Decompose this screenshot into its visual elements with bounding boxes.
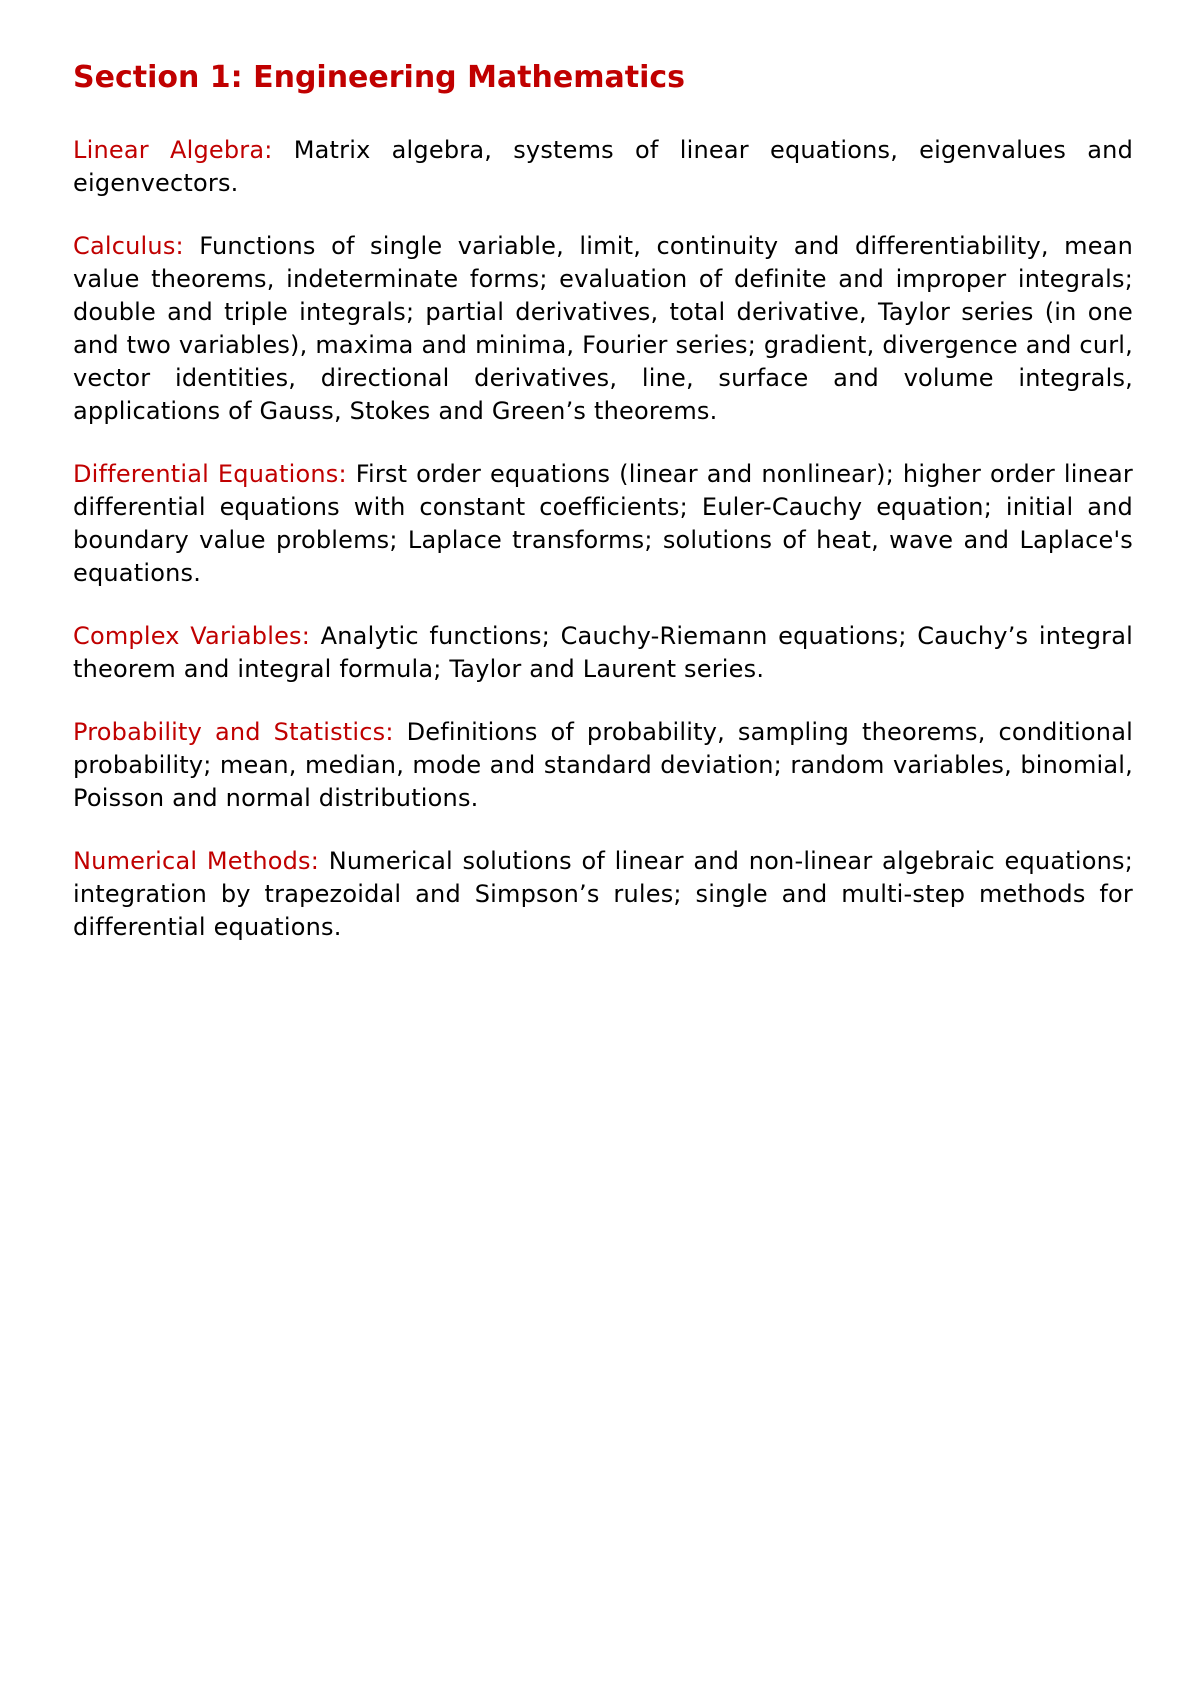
topic-numerical-methods xyxy=(73,845,1133,944)
topic-label: Linear Algebra: xyxy=(73,136,273,164)
section-title: Section 1: Engineering Mathematics xyxy=(73,60,686,95)
topic-text: First order equations (linear and nonlinear); higher order linear differential equations with constant coefficients; Euler-Cauchy equation; initial and boundary value problems; Laplace transforms; solutions of heat, wave and Laplace's equations. xyxy=(73,460,1133,587)
topic-text: Definitions of probability, sampling theorems, conditional probability; mean, median, mode and standard deviation; random variables, binomial, Poisson and normal distributions. xyxy=(73,718,1133,812)
topic-calculus xyxy=(73,230,1133,428)
topic-complex-variables xyxy=(73,620,1133,686)
document-page xyxy=(73,60,1133,974)
topic-label: Complex Variables: xyxy=(73,622,311,650)
topic-text: Analytic functions; Cauchy-Riemann equations; Cauchy’s integral theorem and integral formula; Taylor and Laurent series. xyxy=(73,622,1133,683)
topic-text: Numerical solutions of linear and non-linear algebraic equations; integration by trapezoidal and Simpson’s rules; single and multi-step methods for differential equations. xyxy=(73,847,1133,941)
topic-text: Functions of single variable, limit, continuity and differentiability, mean value theorems, indeterminate forms; evaluation of definite and improper integrals; double and triple integrals; partial derivatives, total derivative, Taylor series (in one and two variables), maxima and minima, Fourier series; gradient, divergence and curl, vector identities, directional derivatives, line, surface and volume integrals, applications of Gauss, Stokes and Green’s theorems. xyxy=(73,232,1133,425)
topic-label: Numerical Methods: xyxy=(73,847,320,875)
topic-differential-equations xyxy=(73,458,1133,590)
topic-probability-statistics xyxy=(73,716,1133,815)
topic-label: Probability and Statistics: xyxy=(73,718,394,746)
topic-text: Matrix algebra, systems of linear equations, eigenvalues and eigenvectors. xyxy=(73,136,1133,197)
topic-linear-algebra xyxy=(73,134,1133,200)
topic-label: Calculus: xyxy=(73,232,184,260)
topic-label: Differential Equations: xyxy=(73,460,347,488)
